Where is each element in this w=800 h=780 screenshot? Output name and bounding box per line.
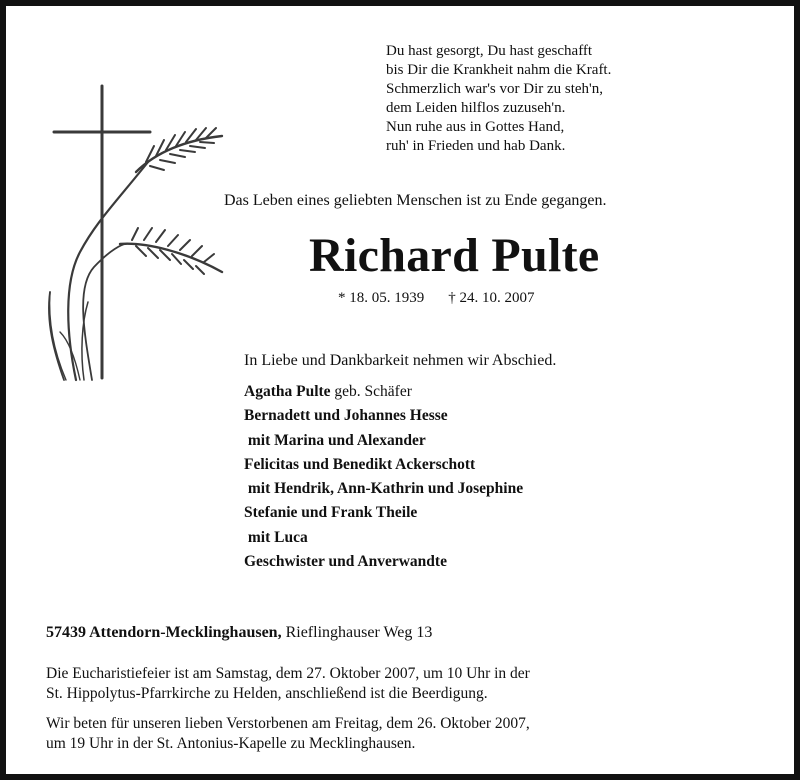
deceased-name: Richard Pulte bbox=[309, 229, 600, 282]
poem-line: Du hast gesorgt, Du hast geschafft bbox=[386, 43, 593, 59]
poem-line: Schmerzlich war's vor Dir zu steh'n, bbox=[386, 81, 604, 97]
address bbox=[46, 624, 432, 642]
mourner-item: mit Luca bbox=[244, 528, 308, 546]
address-street: Rieflinghauser Weg 13 bbox=[281, 624, 433, 641]
birth-date: * 18. 05. 1939 bbox=[338, 290, 425, 306]
mourner-item: Felicitas und Benedikt Ackerschott bbox=[244, 455, 476, 473]
mourner-item bbox=[244, 380, 523, 404]
cross-with-wheat-icon bbox=[36, 82, 236, 382]
mass-notice bbox=[46, 664, 766, 704]
poem-line: bis Dir die Krankheit nahm die Kraft. bbox=[386, 62, 612, 78]
address-place: 57439 Attendorn-Mecklinghausen, bbox=[46, 624, 282, 641]
life-dates bbox=[338, 290, 535, 307]
mourner-item: mit Marina und Alexander bbox=[244, 431, 426, 449]
mass-notice-line: St. Hippolytus-Pfarrkirche zu Helden, anschließend ist die Beerdigung. bbox=[46, 685, 488, 702]
mourner-item: mit Hendrik, Ann-Kathrin und Josephine bbox=[244, 480, 524, 498]
mourner-item: Stefanie und Frank Theile bbox=[244, 504, 418, 522]
intro-line: Das Leben eines geliebten Menschen ist zu Ende gegangen. bbox=[224, 192, 607, 209]
poem-line: ruh' in Frieden und hab Dank. bbox=[386, 138, 566, 154]
prayer-notice bbox=[46, 714, 766, 754]
mourners-list bbox=[244, 380, 523, 574]
death-date: † 24. 10. 2007 bbox=[448, 290, 535, 306]
mourner-name: Agatha Pulte bbox=[244, 383, 331, 400]
mourner-item: Geschwister und Anverwandte bbox=[244, 553, 447, 571]
poem bbox=[386, 42, 611, 156]
mourner-item: Bernadett und Johannes Hesse bbox=[244, 407, 448, 425]
poem-line: Nun ruhe aus in Gottes Hand, bbox=[386, 119, 565, 135]
prayer-notice-line: Wir beten für unseren lieben Verstorbenen am Freitag, dem 26. Oktober 2007, bbox=[46, 715, 530, 732]
mass-notice-line: Die Eucharistiefeier ist am Samstag, dem 27. Oktober 2007, um 10 Uhr in der bbox=[46, 665, 530, 682]
prayer-notice-line: um 19 Uhr in der St. Antonius-Kapelle zu Mecklinghausen. bbox=[46, 735, 416, 752]
poem-line: dem Leiden hilflos zuzuseh'n. bbox=[386, 100, 566, 116]
farewell-line: In Liebe und Dankbarkeit nehmen wir Abschied. bbox=[244, 352, 557, 369]
mourner-maiden-name: geb. Schäfer bbox=[330, 383, 412, 400]
